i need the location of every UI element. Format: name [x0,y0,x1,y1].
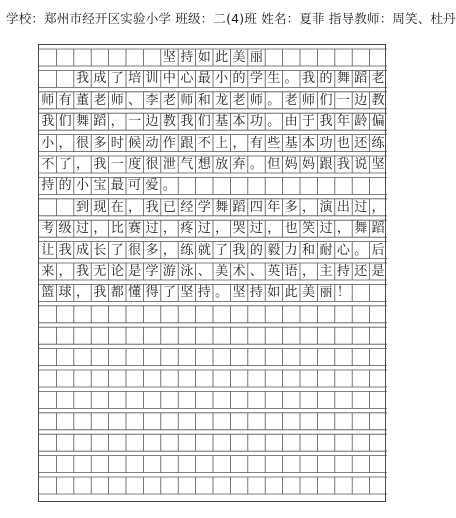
grid-cell: 学 [197,199,211,215]
grid-cell: 。 [162,178,176,194]
essay-line [39,156,385,173]
grid-cell: ， [162,242,176,258]
grid-cell: 无 [93,264,107,279]
grid-cell [143,49,160,66]
grid-cell: 们 [58,114,72,130]
grid-cell: 舞 [354,221,368,237]
grid-cell: 我 [145,199,159,215]
grid-cell [369,177,386,194]
grid-cell: ！ [336,285,350,301]
grid-cell: ， [302,264,316,279]
grid-cell: 。 [215,285,229,301]
grid-cell: 和 [197,92,211,108]
grid-cell: 丽 [319,285,333,301]
grid-cell: 我 [180,114,194,130]
grid-cell: 的 [232,71,246,87]
grid-cell: 的 [249,242,263,258]
grid-cell: ， [110,114,124,130]
grid-cell: 但 [267,157,281,172]
grid-cell: 老 [93,92,107,108]
grid-cell: 持 [197,285,211,301]
grid-cell: 术 [232,264,246,279]
grid-cell: ， [75,285,89,301]
grid-cell: 。 [249,157,263,172]
grid-cell: 泳 [180,264,194,279]
grid-cell: 可 [128,178,142,194]
grid-cell: 生 [267,71,281,87]
grid-cell: 持 [249,285,263,301]
grid-cell [335,177,352,194]
grid-cell: 美 [302,285,316,301]
grid-cell: 培 [128,71,142,87]
grid-cell: 本 [232,114,246,130]
grid-cell: 长 [93,242,107,258]
grid-cell: 中 [162,71,176,87]
grid-cell [39,199,56,216]
grid-cell: 我 [75,71,89,87]
grid-cell: 坚 [232,285,246,301]
grid-cell: 了 [215,242,229,258]
grid-cell: 龄 [354,114,368,130]
grid-cell: 到 [75,199,89,215]
grid-cell: ， [302,199,316,215]
grid-cell: 年 [336,114,350,130]
grid-cell: 小 [215,71,229,87]
grid-cell: 蹈 [232,199,246,215]
grid-cell: 一 [128,114,142,130]
grid-cell: 最 [197,71,211,87]
grid-cell [352,177,369,194]
grid-cell: 心 [336,242,350,258]
grid-cell: 级 [58,221,72,237]
grid-cell: 现 [93,199,107,215]
grid-cell: 学 [145,264,159,279]
grid-cell: 我 [336,157,350,172]
grid-cell: 我 [232,242,246,258]
grid-cell [369,49,386,66]
grid-cell: ， [58,135,72,151]
grid-cell: 主 [319,264,333,279]
grid-cell: 练 [371,135,385,151]
grid-cell: 蹈 [93,114,107,130]
grid-cell: 英 [267,264,281,279]
grid-cell: 说 [354,157,368,172]
grid-cell: 丽 [249,50,263,65]
essay-line [39,135,385,152]
grid-cell: 毅 [267,242,281,258]
grid-cell: 赛 [128,221,142,237]
grid-cell: 老 [371,71,385,87]
grid-cell: 是 [371,264,385,279]
grid-cell: 。 [284,71,298,87]
grid-cell: 笑 [302,221,316,237]
grid-cell: 不 [41,157,55,172]
composition-paper [38,44,386,502]
grid-cell: 学 [249,71,263,87]
grid-cell: 不 [197,135,211,151]
grid-cell: 小 [75,178,89,194]
essay-line [39,70,385,87]
grid-cell: 最 [110,178,124,194]
essay-line [39,263,385,280]
essay-line [39,92,385,109]
grid-cell: 跟 [319,157,333,172]
grid-cell: 了 [110,242,124,258]
grid-cell: 功 [249,114,263,130]
grid-cell: 多 [284,199,298,215]
grid-cell: 们 [197,114,211,130]
grid-cell: 爱 [145,178,159,194]
grid-cell [369,284,386,301]
grid-cell: 们 [319,92,333,108]
grid-cell: 气 [180,157,194,172]
grid-cell: 成 [75,242,89,258]
grid-cell: 坚 [162,50,176,65]
grid-cell [265,177,282,194]
grid-cell [56,199,73,216]
grid-cell: 李 [145,92,159,108]
grid-cell: 、 [197,264,211,279]
grid-cell: 、 [128,92,142,108]
grid-cell: 都 [110,285,124,301]
grid-cell: 宝 [93,178,107,194]
grid-cell: 基 [215,114,229,130]
grid-cell [109,49,126,66]
grid-cell: 练 [180,242,194,258]
essay-line [39,113,385,130]
grid-cell [300,49,317,66]
grid-cell: 也 [284,221,298,237]
grid-cell: 度 [128,157,142,172]
grid-cell [39,49,56,66]
grid-cell: 和 [302,242,316,258]
grid-cell [56,49,73,66]
grid-cell: ， [232,135,246,151]
grid-cell: 过 [145,221,159,237]
grid-cell [282,49,299,66]
grid-cell: 于 [302,114,316,130]
grid-cell [317,49,334,66]
grid-cell: 心 [180,71,194,87]
grid-cell: 疼 [180,221,194,237]
grid-cell: 一 [336,92,350,108]
grid-cell: 我 [58,242,72,258]
grid-cell: 些 [267,135,281,151]
grid-cell: 在 [110,199,124,215]
grid-cell: 教 [371,92,385,108]
grid-cell: 论 [110,264,124,279]
grid-cell: 的 [58,178,72,194]
grid-cell: 过 [354,199,368,215]
grid-cell: ， [215,221,229,237]
grid-cell: 持 [336,264,350,279]
grid-cell: 就 [197,242,211,258]
grid-cell: ， [58,264,72,279]
grid-cell: 我 [93,157,107,172]
grid-cell: 我 [319,114,333,130]
grid-cell: 老 [232,92,246,108]
grid-cell: 多 [145,242,159,258]
grid-cell: 此 [215,50,229,65]
grid-cell: 得 [145,285,159,301]
grid-cell: 跟 [180,135,194,151]
essay-line [39,177,385,194]
grid-cell: 边 [145,114,159,130]
grid-cell [126,49,143,66]
grid-cell: 还 [354,264,368,279]
grid-cell [282,177,299,194]
grid-cell: 师 [180,92,194,108]
grid-cell: 如 [197,50,211,65]
grid-cell: 一 [110,157,124,172]
grid-cell [300,177,317,194]
grid-cell: 此 [284,285,298,301]
grid-cell: 坚 [371,157,385,172]
grid-cell: 本 [302,135,316,151]
grid-cell: 出 [336,199,350,215]
grid-cell: 基 [284,135,298,151]
grid-cell: 如 [267,285,281,301]
grid-cell: 蹈 [371,221,385,237]
essay-line [39,284,385,301]
grid-cell: 。 [267,114,281,130]
grid-cell: 舞 [75,114,89,130]
grid-cell: 有 [249,135,263,151]
grid-cell: 有 [58,92,72,108]
grid-cell: 后 [371,242,385,258]
grid-cell [91,49,108,66]
grid-cell: 师 [110,92,124,108]
grid-cell: ， [371,199,385,215]
grid-cell: 舞 [215,199,229,215]
essay-title [39,49,385,66]
grid-cell: 舞 [336,71,350,87]
grid-cell: 龙 [215,92,229,108]
grid-cell: 妈 [302,157,316,172]
grid-cell: 师 [41,92,55,108]
grid-cell: 耐 [319,242,333,258]
grid-cell [352,284,369,301]
grid-cell: 放 [215,157,229,172]
grid-cell: 、 [249,264,263,279]
grid-cell: 哭 [232,221,246,237]
grid-cell: 球 [58,285,72,301]
grid-cell [335,49,352,66]
grid-cell: 我 [302,71,316,87]
grid-cell: 力 [284,242,298,258]
grid-cell: 我 [93,285,107,301]
grid-cell: 四 [249,199,263,215]
grid-cell [56,70,73,87]
grid-cell: 语 [284,264,298,279]
grid-cell [230,177,247,194]
grid-cell: ， [336,221,350,237]
essay-line [39,220,385,237]
grid-cell: 过 [197,221,211,237]
grid-cell: 也 [336,135,350,151]
grid-cell [352,49,369,66]
grid-cell: 游 [162,264,176,279]
grid-cell: 成 [93,71,107,87]
grid-cell: 年 [267,199,281,215]
grid-cell: 比 [110,221,124,237]
grid-cell [317,177,334,194]
grid-cell: 小 [41,135,55,151]
grid-cell: ， [75,157,89,172]
grid-cell: 的 [319,71,333,87]
grid-cell: 经 [180,199,194,215]
grid-cell: 美 [232,50,246,65]
grid-cell: 弃 [232,157,246,172]
grid-cell: 很 [75,135,89,151]
grid-cell [248,177,265,194]
grid-cell: ， [93,221,107,237]
grid-cell: 由 [284,114,298,130]
grid-cell: 了 [162,285,176,301]
grid-cell: 懂 [128,285,142,301]
grid-cell [196,177,213,194]
grid-cell: 演 [319,199,333,215]
grid-cell: 老 [162,92,176,108]
grid-cell: 泄 [162,157,176,172]
grid-cell: 老 [284,92,298,108]
grid-cell: 想 [197,157,211,172]
grid-cell: 考 [41,221,55,237]
grid-cell: 董 [75,92,89,108]
grid-cell: 作 [162,135,176,151]
grid-cell: 坚 [180,285,194,301]
grid-cell: 偏 [371,114,385,130]
grid-cell: 师 [302,92,316,108]
essay-line [39,199,385,216]
grid-cell: 美 [215,264,229,279]
grid-cell: 是 [128,264,142,279]
grid-cell [265,49,282,66]
grid-cell: 蹈 [354,71,368,87]
grid-cell: 还 [354,135,368,151]
grid-cell: 过 [319,221,333,237]
essay-line [39,242,385,259]
grid-cell: 。 [267,92,281,108]
grid-cell [74,49,91,66]
grid-cell: 妈 [284,157,298,172]
grid-cell: 持 [41,178,55,194]
grid-cell: 了 [58,157,72,172]
grid-cell: 师 [249,92,263,108]
grid-cell: 我 [75,264,89,279]
grid-cell: 教 [162,114,176,130]
grid-cell: 很 [128,242,142,258]
grid-cell: ， [162,221,176,237]
grid-cell [213,177,230,194]
grid-cell: ， [267,221,281,237]
grid-cell: 持 [180,50,194,65]
grid-cell: 了 [110,71,124,87]
grid-cell: 来 [41,264,55,279]
grid-cell: 训 [145,71,159,87]
grid-cell: 时 [110,135,124,151]
grid-cell: ， [128,199,142,215]
grid-cell: 多 [93,135,107,151]
grid-cell: 过 [249,221,263,237]
grid-cell: 过 [75,221,89,237]
grid-cell: 候 [128,135,142,151]
grid-cell: 边 [354,92,368,108]
grid-cell: 功 [319,135,333,151]
grid-cell: 已 [162,199,176,215]
grid-cell: 上 [215,135,229,151]
grid-cell: 很 [145,157,159,172]
grid-cell: 篮 [41,285,55,301]
grid-cell [39,70,56,87]
grid-cell [178,177,195,194]
grid-cell: 。 [354,242,368,258]
student-info-header: 学校：郑州市经开区实验小学 班级：二(4)班 姓名：夏菲 指导教师：周笑、杜丹 [6,11,456,26]
grid-cell: 我 [41,114,55,130]
grid-cell: 动 [145,135,159,151]
grid-cell: 让 [41,242,55,258]
